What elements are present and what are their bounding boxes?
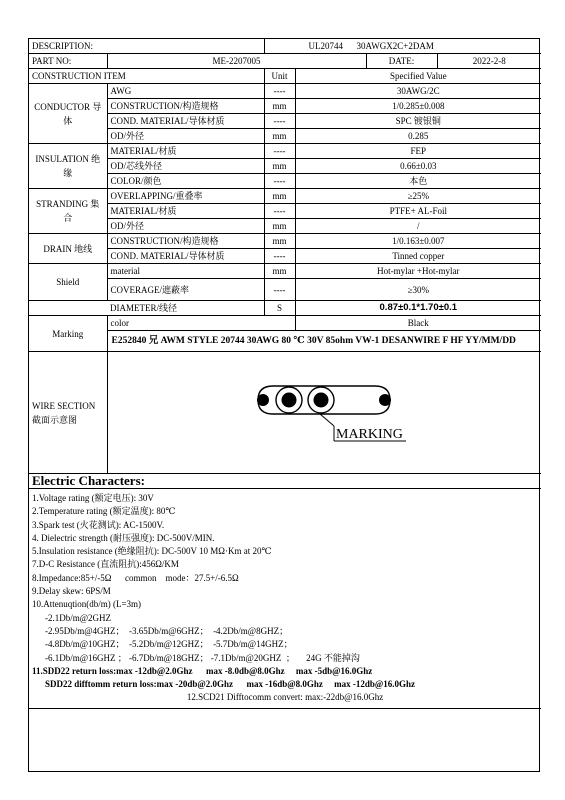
conductor-value: 0.285 (295, 129, 541, 144)
attenuation-line: -4.8Db/m@10GHZ； -5.2Db/m@12GHZ； -5.7Db/m@14GHZ； (45, 639, 293, 650)
drain-item: COND. MATERIAL/导体材质 (107, 249, 264, 264)
conductor-value: 1/0.285±0.008 (295, 99, 541, 114)
insulation-unit: mm (264, 159, 295, 174)
insulation-unit: ---- (264, 174, 295, 189)
diameter-unit: S (264, 301, 295, 316)
part-label: PART NO: (29, 54, 107, 69)
electric-title-cell (29, 474, 541, 489)
spec-table (29, 39, 541, 709)
description-label: DESCRIPTION: (29, 39, 264, 54)
wire-section-diagram (107, 352, 541, 474)
shield-group-label: Shield (29, 264, 107, 301)
marking-color-row (29, 316, 541, 331)
insulation-group-label: INSULATION 绝缘 (29, 144, 107, 189)
drain-row (29, 234, 541, 249)
sdd22-difftomm-return-loss: SDD22 difftomm return loss:max -20db@2.0Ghz max -16db@8.0Ghz max -12db@16.0Ghz (45, 679, 415, 690)
electric-body-row (29, 489, 541, 709)
stranding-item: OVERLAPPING/重叠率 (107, 189, 264, 204)
electric-line: 1.Voltage rating (额定电压): 30V (32, 493, 154, 503)
spec-sheet (28, 38, 540, 772)
marking-color-label: color (107, 316, 295, 331)
attenuation-line: -2.95Db/m@4GHZ； -3.65Db/m@6GHZ； -4.2Db/m@8GHZ； (45, 625, 289, 636)
scd21-convert: 12.SCD21 Difftocomm convert: max:-22db@16.0Ghz (186, 692, 384, 703)
electric-title-row (29, 474, 541, 489)
conductor-value: 30AWG/2C (295, 84, 541, 99)
conductor-item: OD/外径 (107, 129, 264, 144)
electric-line: 3.Spark test (火花测试): AC-1500V. (32, 519, 165, 530)
conductor-core-left (281, 393, 296, 408)
wire-cross-section-diagram (108, 352, 541, 470)
wire-section-label: WIRE SECTION 截面示意图 (29, 352, 107, 474)
conductor-unit: mm (264, 99, 295, 114)
stranding-item: OD/外径 (107, 219, 264, 234)
description-value: UL20744 30AWGX2C+2DAM (264, 39, 541, 54)
drain-value: Tinned copper (295, 249, 541, 264)
attenuation-line: -6.1Db/m@16GHZ ； -6.7Db/m@18GHZ； -7.1Db/m@20GHZ ； 24G 不能掉沟 (45, 652, 360, 663)
electric-line: 7.D-C Resistance (直流阻抗):456Ω/KM (32, 559, 179, 570)
conductor-item: CONSTRUCTION/构造规格 (107, 99, 264, 114)
conductor-core-right (313, 393, 328, 408)
date-value: 2022-2-8 (437, 54, 541, 69)
diameter-value: 0.87±0.1*1.70±0.1 (295, 301, 541, 316)
sdd22-return-loss: 11.SDD22 return loss:max -12db@2.0Ghz max -8.0db@8.0Ghz max -5db@16.0Ghz (32, 665, 373, 676)
insulation-item: OD/芯线外径 (107, 159, 264, 174)
drain-wire-right (379, 394, 391, 406)
electric-line: 9.Delay skew: 6PS/M (32, 586, 111, 597)
marking-color-value: Black (295, 316, 541, 331)
column-header-row (29, 69, 541, 84)
specified-value-header: Specified Value (295, 69, 541, 84)
conductor-unit: ---- (264, 114, 295, 129)
shield-unit: ---- (264, 279, 295, 301)
electric-line: 8.Impedance:85+/-5Ω common mode：27.5+/-6.5Ω (32, 572, 239, 583)
insulation-row (29, 144, 541, 159)
stranding-value: PTFE+ AL-Foil (295, 204, 541, 219)
electric-line: 5.Insulation resistance (绝缘阻抗): DC-500V 10 MΩ·Km at 20℃ (32, 546, 272, 557)
marking-label: MARKING (335, 427, 403, 442)
shield-value: Hot-mylar +Hot-mylar (295, 264, 541, 279)
wire-section-row (29, 352, 541, 474)
marking-text: E252840 兄 AWM STYLE 20744 30AWG 80 ℃ 30V 85ohm VW-1 DESANWIRE F HF YY/MM/DD (107, 331, 541, 352)
stranding-unit: ---- (264, 204, 295, 219)
insulation-item: MATERIAL/材质 (107, 144, 264, 159)
marking-leader-line (320, 414, 334, 426)
marking-group-label: Marking (29, 316, 107, 352)
diameter-row (29, 301, 541, 316)
conductor-item: COND. MATERIAL/导体材质 (107, 114, 264, 129)
electric-line: 4. Dielectric strength (耐压强度): DC-500V/MIN. (32, 532, 215, 543)
conductor-unit: mm (264, 129, 295, 144)
shield-value: ≥30% (295, 279, 541, 301)
insulation-unit: ---- (264, 144, 295, 159)
stranding-row (29, 189, 541, 204)
conductor-row (29, 84, 541, 99)
shield-row (29, 264, 541, 279)
attenuation-line: -2.1Db/m@2GHZ (45, 612, 112, 623)
insulation-item: COLOR/颜色 (107, 174, 264, 189)
drain-unit: mm (264, 234, 295, 249)
diameter-item: DIAMETER/线径 (107, 301, 264, 316)
insulation-value: FEP (295, 144, 541, 159)
part-row (29, 54, 541, 69)
description-row (29, 39, 541, 54)
date-label: DATE: (366, 54, 437, 69)
stranding-value: ≥25% (295, 189, 541, 204)
drain-value: 1/0.163±0.007 (295, 234, 541, 249)
stranding-item: MATERIAL/材质 (107, 204, 264, 219)
conductor-item: AWG (107, 84, 264, 99)
insulation-value: 0.66±0.03 (295, 159, 541, 174)
stranding-value: / (295, 219, 541, 234)
drain-item: CONSTRUCTION/构造规格 (107, 234, 264, 249)
electric-line: 10.Attenuqtion(db/m) (L=3m) (32, 599, 142, 610)
electric-body (29, 489, 541, 709)
stranding-unit: mm (264, 189, 295, 204)
conductor-unit: ---- (264, 84, 295, 99)
conductor-value: SPC 镀银铜 (295, 114, 541, 129)
diameter-spacer (29, 301, 107, 316)
electric-line: 2.Temperature rating (额定温度): 80℃ (32, 506, 176, 517)
stranding-unit: mm (264, 219, 295, 234)
stranding-group-label: STRANDING 集合 (29, 189, 107, 234)
drain-wire-left (257, 394, 269, 406)
insulation-value: 本色 (295, 174, 541, 189)
shield-item: material (107, 264, 264, 279)
part-value: ME-2207005 (107, 54, 366, 69)
shield-item: COVERAGE/遮蔽率 (107, 279, 264, 301)
electric-title: Electric Characters: (32, 473, 145, 488)
shield-unit: mm (264, 264, 295, 279)
drain-group-label: DRAIN 地线 (29, 234, 107, 264)
conductor-group-label: CONDUCTOR 导体 (29, 84, 107, 144)
unit-header: Unit (264, 69, 295, 84)
drain-unit: ---- (264, 249, 295, 264)
construction-item-header: CONSTRUCTION ITEM (29, 69, 264, 84)
